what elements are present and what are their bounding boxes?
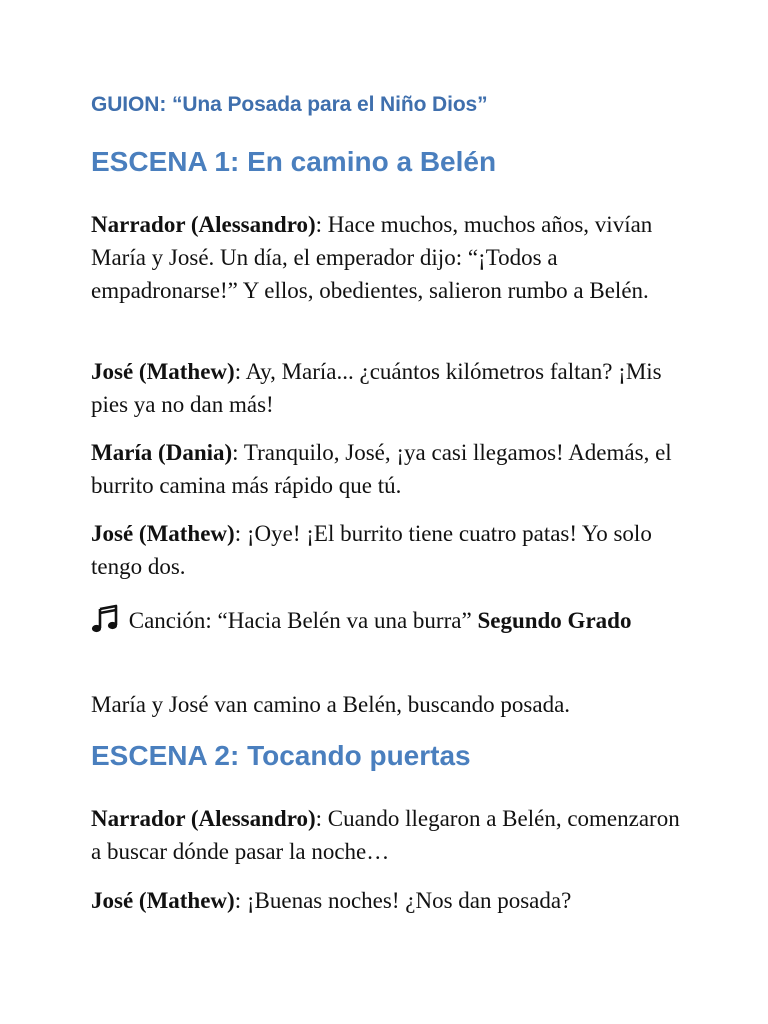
scene-1-jose-line-1	[91, 355, 681, 421]
scene-1-jose-line-2	[91, 517, 681, 583]
scene-2-narrator-line	[91, 802, 681, 868]
music-note-icon	[91, 604, 119, 634]
speaker-name: Narrador (Alessandro)	[91, 212, 316, 237]
scene-1-heading: ESCENA 1: En camino a Belén	[91, 146, 497, 177]
dialogue-text: : ¡Oye! ¡El burrito tiene cuatro patas! Yo solo tengo dos.	[91, 521, 652, 579]
dialogue-text: : Hace muchos, muchos años, vivían María y José. Un día, el emperador dijo: “¡Todos a empadronarse!” Y ellos, obedientes, salieron rumbo a Belén.	[91, 212, 653, 303]
song-grade: Segundo Grado	[477, 608, 632, 633]
dialogue-text: : ¡Buenas noches! ¿Nos dan posada?	[234, 888, 572, 913]
speaker-name: José (Mathew)	[91, 359, 235, 384]
speaker-name: Narrador (Alessandro)	[91, 806, 316, 831]
document-title: GUION: “Una Posada para el Niño Dios”	[91, 93, 488, 116]
scene-1-narrator-line	[91, 208, 681, 307]
scene-1-song-line	[91, 602, 681, 639]
song-text: Canción: “Hacia Belén va una burra”	[123, 608, 478, 633]
dialogue-text: : Ay, María... ¿cuántos kilómetros faltan? ¡Mis pies ya no dan más!	[91, 359, 662, 417]
dialogue-text: : Tranquilo, José, ¡ya casi llegamos! Además, el burrito camina más rápido que tú.	[91, 440, 672, 498]
scene-1-stage-note: María y José van camino a Belén, buscando posada.	[91, 692, 571, 717]
speaker-name: María (Dania)	[91, 440, 233, 465]
speaker-name: José (Mathew)	[91, 888, 235, 913]
speaker-name: José (Mathew)	[91, 521, 235, 546]
scene-2-heading: ESCENA 2: Tocando puertas	[91, 740, 471, 771]
scene-2-jose-line-1	[91, 884, 681, 917]
dialogue-text: : Cuando llegaron a Belén, comenzaron a buscar dónde pasar la noche…	[91, 806, 680, 864]
scene-1-maria-line-1	[91, 436, 681, 502]
